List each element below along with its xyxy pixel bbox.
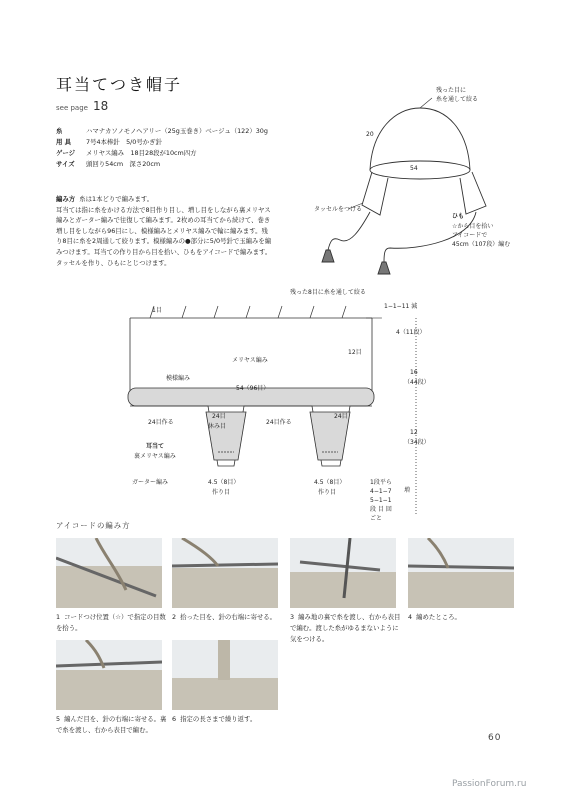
hat-circ-label: 54 — [410, 165, 418, 172]
left-ear-flap — [362, 172, 388, 215]
rows-16-label: 16 — [410, 369, 418, 376]
dec-rule: 1−1−11 減 — [384, 303, 418, 310]
width-label: 54（96目） — [236, 385, 270, 392]
inc-label: 増 — [404, 487, 411, 494]
page-title: 耳当てつき帽子 — [56, 75, 183, 94]
step-3-caption: 3 編み地の裏で糸を渡し、右から表目で編む。渡した糸がゆるまないように気をつける。 — [290, 613, 401, 643]
cord-note-1: ☆から目を拾い — [452, 223, 494, 230]
left-cord — [328, 212, 370, 250]
page-number: 60 — [488, 733, 502, 743]
cast-24-left: 24目作る — [148, 419, 174, 426]
stitches-12-label: 12目 — [348, 349, 362, 356]
inc-rule-5: ごと — [370, 515, 383, 522]
hat-brim — [370, 161, 470, 179]
step-6-image — [172, 640, 278, 710]
cast-note-right: 作り目 — [318, 489, 337, 496]
garter-label: ガーター編み — [132, 479, 169, 486]
method-first: 糸は1本どりで編みます。 — [79, 195, 154, 203]
spec-value: 7号4本棒針 5/0号かぎ針 — [86, 138, 162, 146]
hat-depth-label: 20 — [366, 131, 374, 138]
step-5-image — [56, 640, 162, 710]
cast-24-mid: 24目作る — [266, 419, 292, 426]
step-2-image — [172, 538, 278, 608]
pattern-label: 模様編み — [166, 375, 191, 382]
cast-note-left: 作り目 — [212, 489, 231, 496]
step-1-photo — [56, 538, 162, 608]
width-45-right: 4.5（8目） — [314, 479, 346, 486]
cord-note-2: アイコードで — [452, 232, 488, 239]
inc-rule-3: 5−1−1 — [370, 497, 392, 504]
dec-tick — [182, 306, 186, 318]
dec-tick — [342, 306, 346, 318]
rows-12-label: 12 — [410, 429, 418, 436]
step-4-caption: 4 編めたところ。 — [408, 613, 461, 621]
spec-value: ハマナカソノモノヘアリー（25g玉巻き）ベージュ（122）30g — [86, 127, 268, 135]
ear-flap-label: 耳当て — [146, 443, 165, 450]
step-2-photo — [172, 538, 278, 608]
method-body: 耳当ては指に糸をかける方法で8目作り目し、増し目をしながら裏メリヤス編みとガーター編みで往復して編みます。2枚めの耳当てから続けて、巻き増し目をしながら96目にし、模様編みとメリヤス編みで輪に編みます。残り8目に糸を2周通して絞ります。模様編みの●部分に5/0号針で玉編みを編みつけます。耳当ての作り目から目を拾い、ひもをアイコードで編みます。タッセルを作り、ひもにとじつけます。 — [56, 205, 272, 267]
step-1-caption: 1 コードつけ位置（☆）で指定の目数を拾う。 — [56, 613, 166, 632]
cord-title: ひも — [452, 213, 465, 220]
method-lead: 編み方 — [56, 195, 76, 203]
rows-16b-label: （44段） — [404, 379, 430, 386]
step-6-photo — [172, 640, 278, 710]
dec-tick — [214, 306, 218, 318]
rest-24-right: 24目 — [334, 413, 348, 420]
spec-label: 用 具 — [56, 138, 72, 146]
step-3-image — [290, 538, 396, 608]
see-page-number: 18 — [92, 99, 109, 113]
left-tassel — [322, 250, 334, 262]
spec-value: 頭回り54cm 深さ20cm — [86, 160, 161, 168]
step-4-image — [408, 538, 514, 608]
spec-label: 糸 — [56, 127, 63, 135]
dec-tick — [278, 306, 282, 318]
inc-rule-4: 段 目 回 — [370, 506, 392, 513]
dec-tick — [310, 306, 314, 318]
tassel-note: タッセルをつける — [314, 206, 363, 213]
dec-tick — [246, 306, 250, 318]
right-ear-flap — [460, 172, 486, 214]
step-6-caption: 6 指定の長さまで繰り返す。 — [172, 715, 257, 723]
see-page-label: see page — [56, 104, 88, 112]
top-note-leader — [420, 98, 432, 108]
rest-24-label: 24目 — [212, 413, 226, 420]
hat-top-note-1: 残った目に — [436, 87, 467, 94]
step-3-photo — [290, 538, 396, 608]
right-tassel — [378, 262, 390, 274]
chart-top-note: 残った8目に糸を通して絞る — [290, 289, 366, 296]
stockinette-label: メリヤス編み — [232, 357, 268, 364]
rest-24b-label: 休み目 — [208, 423, 227, 430]
hat-top-note-2: 糸を通して絞る — [436, 96, 479, 103]
rows-4-label: 4（11段） — [396, 329, 426, 336]
decrease-ticks — [150, 306, 346, 318]
width-45-left: 4.5（8目） — [208, 479, 240, 486]
spec-label: ゲージ — [56, 149, 76, 157]
inc-rule-1: 1段平ら — [370, 479, 392, 486]
watermark: PassionForum.ru — [452, 779, 527, 789]
spec-label: サイズ — [56, 160, 75, 168]
rows-12b-label: （34段） — [404, 439, 430, 446]
step-2-caption: 2 拾った目を、針の右端に寄せる。 — [172, 613, 277, 621]
step-1-image — [56, 538, 162, 608]
step-4-photo — [408, 538, 514, 608]
step-5-photo — [56, 640, 162, 710]
cord-note-3: 45cm（107段）編む — [452, 241, 511, 248]
step-5-caption: 5 編んだ目を、針の右端に寄せる。裏で糸を渡し、右から表目で編む。 — [56, 715, 167, 734]
rev-stockinette-label: 裏メリヤス編み — [134, 453, 176, 460]
spec-value: メリヤス編み 18目28段が10cm四方 — [86, 149, 197, 157]
inc-rule-2: 4−1−7 — [370, 488, 392, 495]
icord-heading: アイコードの編み方 — [56, 521, 131, 530]
one-stitch-label: 1目 — [152, 307, 162, 314]
